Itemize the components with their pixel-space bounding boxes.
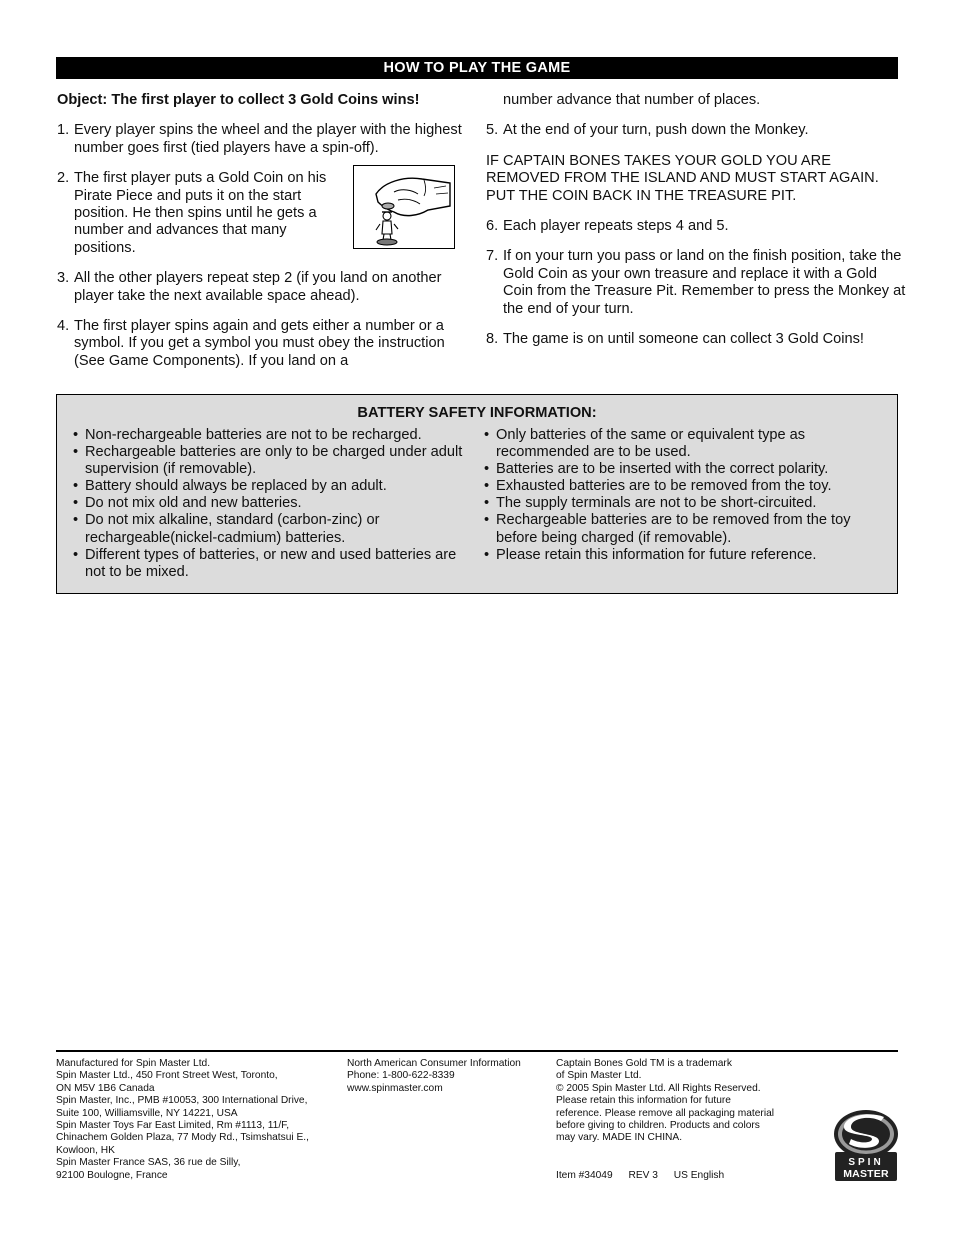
item-number: Item #34049 <box>556 1169 613 1181</box>
step-number: 8. <box>486 331 499 348</box>
phone-number: Phone: 1-800-622-8339 <box>347 1070 455 1082</box>
footer-line: Spin Master Toys Far East Limited, Rm #1113, 11/F, <box>56 1120 290 1132</box>
step-7 <box>486 248 906 318</box>
step-5 <box>486 122 906 139</box>
battery-item: • Battery should always be replaced by an adult. <box>73 478 471 495</box>
footer-line: Suite 100, Williamsville, NY 14221, USA <box>56 1107 238 1119</box>
trademark-notice <box>556 1058 816 1182</box>
battery-item: • Rechargeable batteries are only to be charged under adult supervision (if removable). <box>73 444 471 478</box>
instructions-left-column <box>57 92 463 383</box>
step-number: 7. <box>486 248 499 265</box>
logo-text-spin: SPIN <box>848 1157 884 1168</box>
step-number: 3. <box>57 270 70 287</box>
battery-item: • Rechargeable batteries are to be removed from the toy before being charged (if removable). <box>484 512 886 546</box>
step-text: Each player repeats steps 4 and 5. <box>503 218 729 235</box>
step-2 <box>57 170 463 257</box>
step-number: 6. <box>486 218 499 235</box>
step-number: 2. <box>57 170 70 187</box>
battery-list-left <box>73 427 471 581</box>
battery-item: • Exhausted batteries are to be removed from the toy. <box>484 478 886 495</box>
step-3 <box>57 270 463 305</box>
step-6 <box>486 218 906 235</box>
battery-item: • Do not mix alkaline, standard (carbon-zinc) or rechargeable(nickel-cadmium) batteries. <box>73 512 471 546</box>
hand-placing-coin-illustration <box>353 165 455 249</box>
battery-item: • Non-rechargeable batteries are not to be recharged. <box>73 427 471 444</box>
footer-divider <box>56 1050 898 1052</box>
footer-line: © 2005 Spin Master Ltd. All Rights Reserved. <box>556 1082 761 1094</box>
step-4-continued: number advance that number of places. <box>503 92 761 108</box>
step-number: 1. <box>57 122 70 139</box>
footer-line: 92100 Boulogne, France <box>56 1169 168 1181</box>
step-number: 5. <box>486 122 499 139</box>
battery-list-right <box>484 427 886 564</box>
step-text: The first player spins again and gets either a number or a symbol. If you get a symbol you must obey the instruction (See Game Components). If you land on a <box>74 318 445 369</box>
captain-bones-warning: IF CAPTAIN BONES TAKES YOUR GOLD YOU ARE REMOVED FROM THE ISLAND AND MUST START AGAIN. PUT THE COIN BACK IN THE TREASURE PIT. <box>486 152 879 204</box>
battery-safety-title: BATTERY SAFETY INFORMATION: <box>357 405 597 421</box>
footer-line: Spin Master France SAS, 36 rue de Silly, <box>56 1157 241 1169</box>
website-url: www.spinmaster.com <box>347 1082 443 1094</box>
manufacturer-addresses <box>56 1058 341 1182</box>
step-text: If on your turn you pass or land on the finish position, take the Gold Coin as your own treasure and replace it with a Gold Coin from the Treasure Pit. Remember to press the Monkey at the end of your turn. <box>503 248 906 317</box>
language: US English <box>673 1169 725 1181</box>
battery-safety-box <box>56 394 898 594</box>
step-4 <box>57 318 463 370</box>
battery-item: • The supply terminals are not to be short-circuited. <box>484 495 886 512</box>
footer-line: may vary. MADE IN CHINA. <box>556 1132 683 1144</box>
step-number: 4. <box>57 318 70 335</box>
section-header: HOW TO PLAY THE GAME <box>56 57 898 79</box>
battery-item: • Please retain this information for future reference. <box>484 547 886 564</box>
footer-line: North American Consumer Information <box>347 1058 521 1069</box>
consumer-information <box>347 1058 552 1095</box>
footer-line: Please retain this information for future <box>556 1095 731 1107</box>
footer-line: before giving to children. Products and colors <box>556 1120 760 1132</box>
step-1 <box>57 122 463 157</box>
battery-item: • Batteries are to be inserted with the correct polarity. <box>484 461 886 478</box>
battery-item: • Different types of batteries, or new and used batteries are not to be mixed. <box>73 547 471 581</box>
spin-master-logo <box>832 1108 900 1182</box>
footer-line: reference. Please remove all packaging material <box>556 1107 775 1119</box>
footer-line: Kowloon, HK <box>56 1144 115 1156</box>
step-text: The first player puts a Gold Coin on his Pirate Piece and puts it on the start position. He then spins until he gets a number and advances that many positions. <box>74 170 327 256</box>
footer-line: Captain Bones Gold TM is a trademark <box>556 1058 732 1069</box>
objective-text: Object: The first player to collect 3 Gold Coins wins! <box>57 92 420 108</box>
battery-item: • Do not mix old and new batteries. <box>73 495 471 512</box>
battery-item: • Only batteries of the same or equivalent type as recommended are to be used. <box>484 427 886 461</box>
step-text: Every player spins the wheel and the player with the highest number goes first (tied players have a spin-off). <box>74 122 462 156</box>
revision: REV 3 <box>628 1169 658 1181</box>
footer-line: Chinachem Golden Plaza, 77 Mody Rd., Tsimshatsui E., <box>56 1132 309 1144</box>
footer-line: ON M5V 1B6 Canada <box>56 1082 155 1094</box>
step-text: The game is on until someone can collect 3 Gold Coins! <box>503 331 864 348</box>
footer-line: Manufactured for Spin Master Ltd. <box>56 1058 211 1069</box>
footer-line: of Spin Master Ltd. <box>556 1070 642 1082</box>
instructions-right-column <box>486 92 906 361</box>
step-text: At the end of your turn, push down the Monkey. <box>503 122 809 139</box>
item-info <box>556 1170 816 1182</box>
step-text: All the other players repeat step 2 (if you land on another player take the next available space ahead). <box>74 270 442 304</box>
step-8 <box>486 331 906 348</box>
footer-line: Spin Master, Inc., PMB #10053, 300 International Drive, <box>56 1095 308 1107</box>
footer-line: Spin Master Ltd., 450 Front Street West, Toronto, <box>56 1070 278 1082</box>
logo-text-master: MASTER <box>843 1168 889 1180</box>
